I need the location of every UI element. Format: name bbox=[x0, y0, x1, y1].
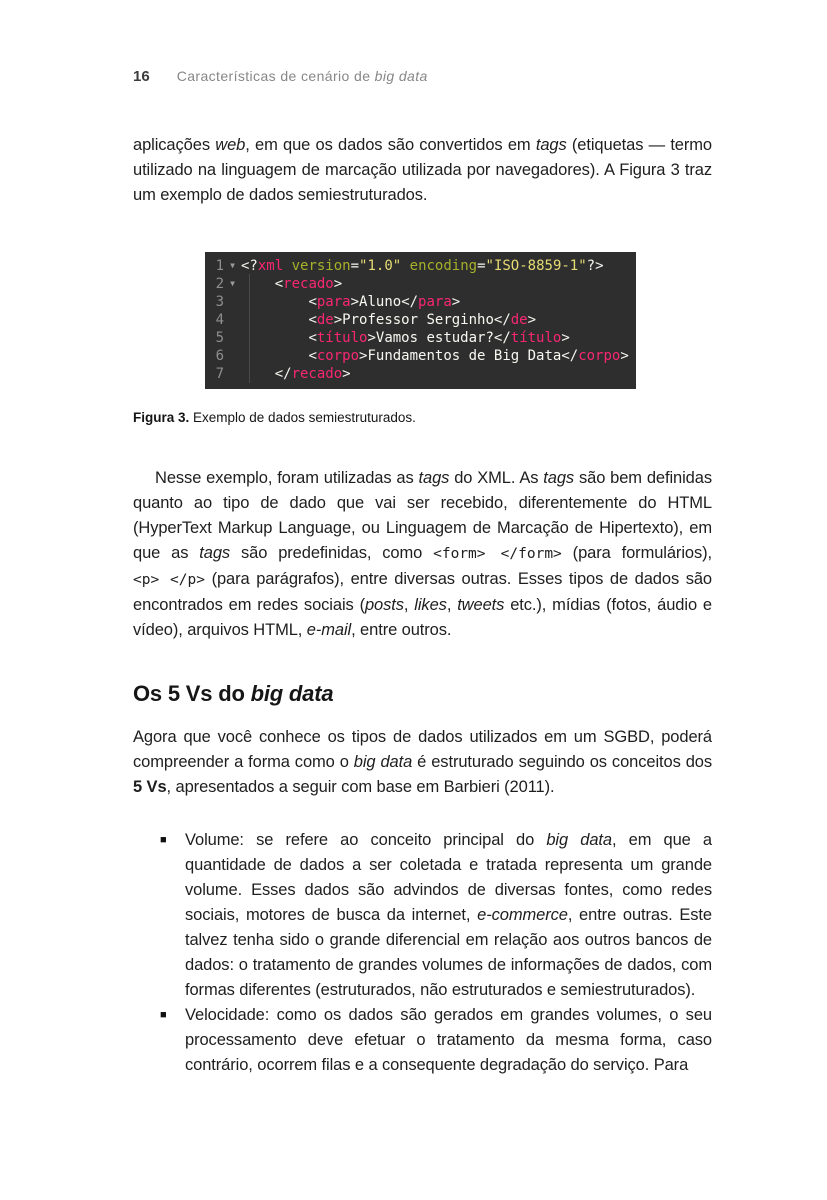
code-line bbox=[213, 329, 630, 347]
fold-spacer bbox=[224, 329, 241, 347]
list-item-text: Volume: se refere ao conceito principal do big data, em que a quantidade de dados a ser coletada e tratada representa um grande volume. Esses dados são advindos de diversas fontes, como redes sociais, motores de busca da internet, e-commerce, entre outras. Este talvez tenha sido o grande diferencial em relação aos outros bancos de dados: o tratamento de grandes volumes de informações de dados, com formas diferentes (estruturados, não estruturados e semiestruturados). bbox=[185, 831, 712, 999]
figure-caption bbox=[133, 409, 712, 427]
code-text: <para>Aluno</para> bbox=[308, 294, 461, 310]
figure-caption-label: Figura 3. bbox=[133, 410, 190, 425]
fold-arrow-icon: ▼ bbox=[230, 279, 235, 288]
line-number: 5 bbox=[215, 330, 224, 346]
line-number: 3 bbox=[215, 294, 224, 310]
code-lines bbox=[213, 257, 630, 383]
line-number: 1 bbox=[215, 258, 224, 274]
code-line bbox=[213, 365, 630, 383]
bullet-square-icon: ■ bbox=[160, 1009, 167, 1021]
bullet-square-icon: ■ bbox=[160, 834, 167, 846]
code-line bbox=[213, 257, 630, 275]
line-number: 7 bbox=[215, 366, 224, 382]
code-text: <corpo>Fundamentos de Big Data</corpo> bbox=[308, 348, 629, 364]
fold-arrow-icon: ▼ bbox=[230, 261, 235, 270]
code-text: <?xml version="1.0" encoding="ISO-8859-1"?> bbox=[241, 258, 604, 274]
code-text: <título>Vamos estudar?</título> bbox=[308, 330, 570, 346]
xml-code-block bbox=[205, 252, 636, 389]
fold-spacer bbox=[224, 347, 241, 365]
code-text: <recado> bbox=[274, 276, 343, 292]
code-line bbox=[213, 311, 630, 329]
running-header bbox=[133, 68, 712, 88]
code-line bbox=[213, 275, 630, 293]
fold-spacer bbox=[224, 365, 241, 383]
list-item-volume bbox=[160, 828, 712, 1003]
paragraph-xml-tags: Nesse exemplo, foram utilizadas as tags do XML. As tags são bem definidas quanto ao tipo de dado que vai ser recebido, diferentemente do HTML (HyperText Markup Language, ou Linguagem de Marcação de Hipertexto), em que as tags são predefinidas, como <form> </form> (para formulários), <p> </p> (para parágrafos), entre diversas outras. Esses tipos de dados são encontrados em redes sociais (posts, likes, tweets etc.), mídias (fotos, áudio e vídeo), arquivos HTML, e-mail, entre outros. bbox=[133, 469, 713, 639]
code-figure bbox=[133, 252, 712, 427]
code-text: <de>Professor Serginho</de> bbox=[308, 312, 537, 328]
line-number: 2 bbox=[215, 276, 224, 292]
code-text: </recado> bbox=[274, 366, 351, 382]
fold-spacer bbox=[224, 311, 241, 329]
figure-caption-text: Exemplo de dados semiestruturados. bbox=[189, 410, 416, 425]
indent-guide-line bbox=[249, 274, 250, 383]
paragraph-intro: aplicações web, em que os dados são convertidos em tags (etiquetas — termo utilizado na linguagem de marcação utilizada por navegadores). A Figura 3 traz um exemplo de dados semiestruturados. bbox=[133, 136, 712, 204]
page-number: 16 bbox=[133, 68, 150, 85]
line-number: 6 bbox=[215, 348, 224, 364]
code-line bbox=[213, 347, 630, 365]
fold-spacer bbox=[224, 293, 241, 311]
code-line bbox=[213, 293, 630, 311]
list-item-velocidade bbox=[160, 1003, 712, 1078]
list-item-text: Velocidade: como os dados são gerados em grandes volumes, o seu processamento deve efetuar o tratamento da mesma forma, caso contrário, ocorrem filas e a consequente degradação do serviço. Para bbox=[185, 1006, 712, 1074]
chapter-running-title: Características de cenário de big data bbox=[176, 68, 428, 84]
section-heading-5vs: Os 5 Vs do big data bbox=[133, 681, 334, 706]
paragraph-5vs-intro: Agora que você conhece os tipos de dados utilizados em um SGBD, poderá compreender a forma como o big data é estruturado seguindo os conceitos dos 5 Vs, apresentados a seguir com base em Barbieri (2011). bbox=[133, 728, 713, 796]
vs-bullet-list bbox=[133, 828, 712, 1078]
line-number: 4 bbox=[215, 312, 224, 328]
